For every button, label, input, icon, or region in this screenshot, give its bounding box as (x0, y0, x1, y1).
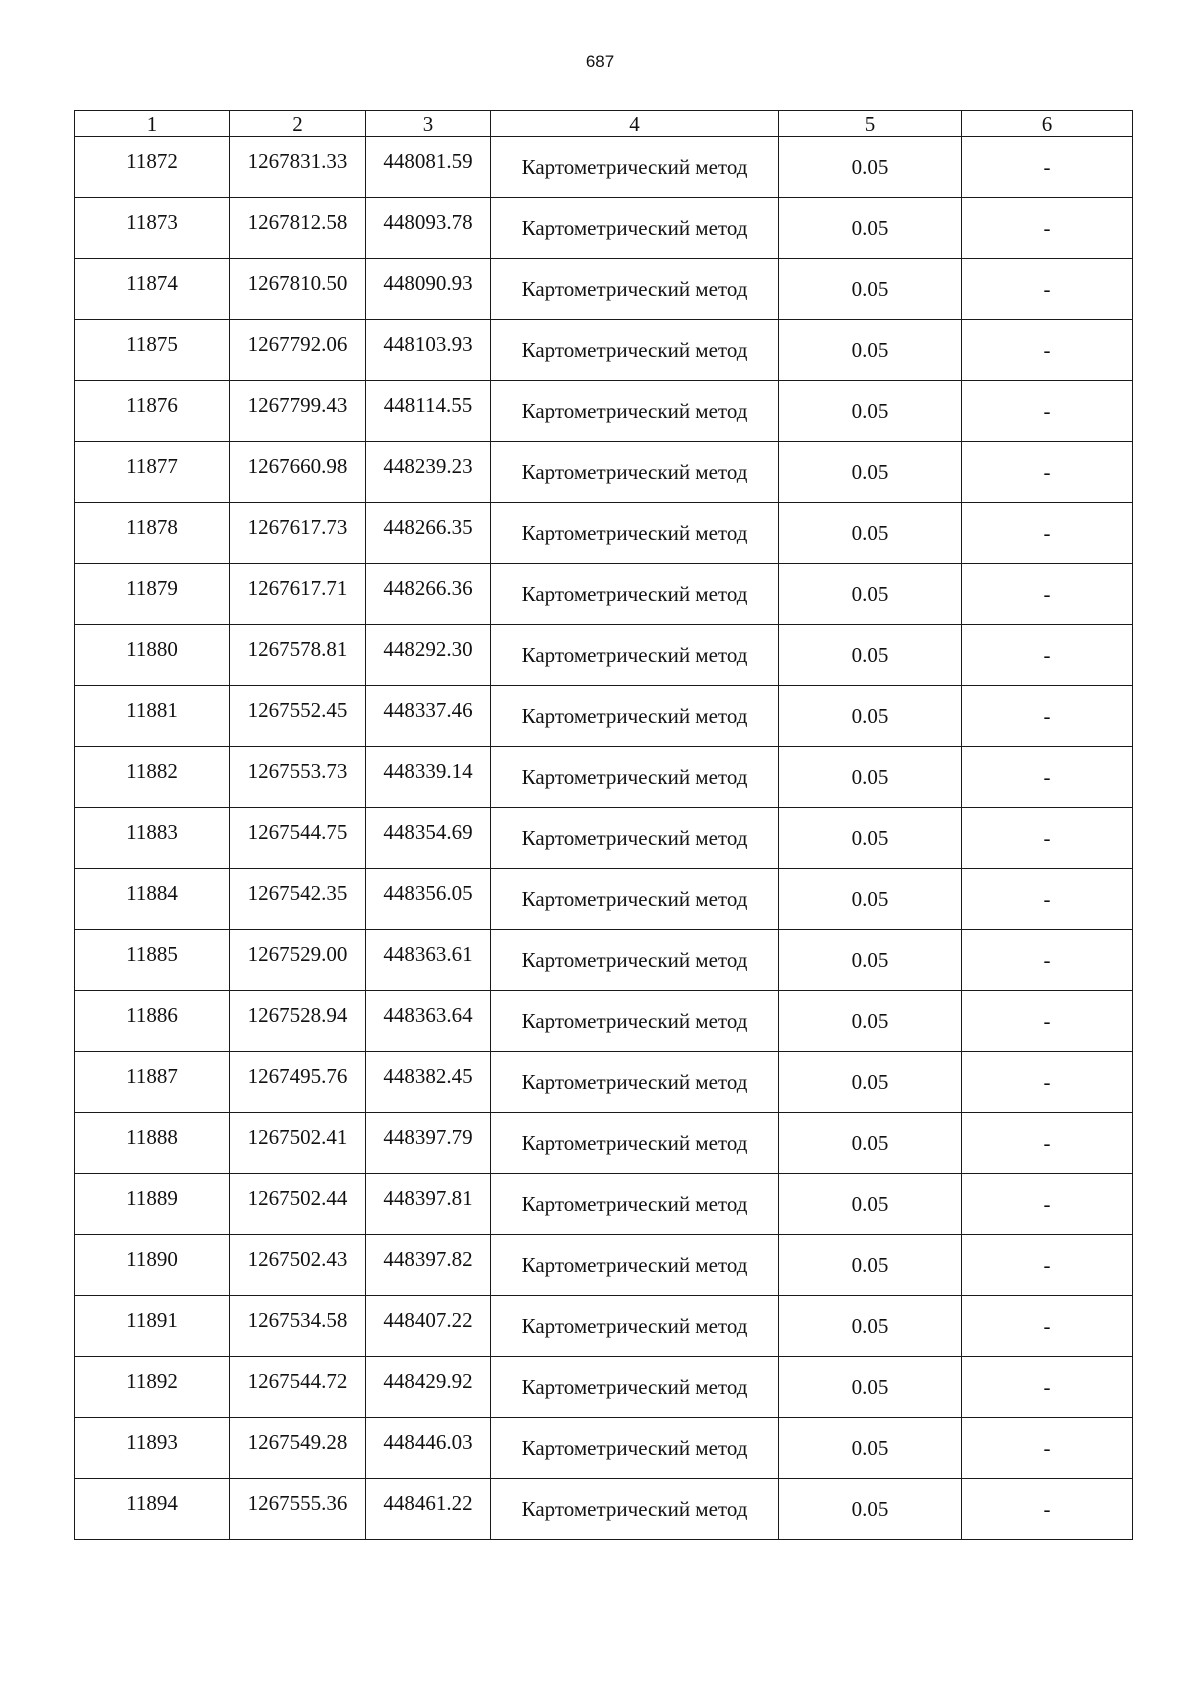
table-row (75, 1174, 1133, 1235)
accuracy-cell: 0.05 (779, 503, 962, 564)
y-coordinate-cell: 448239.23 (366, 442, 491, 503)
x-coordinate-cell: 1267502.43 (230, 1235, 366, 1296)
method-cell: Картометрический метод (491, 137, 779, 198)
column-header-2: 2 (230, 111, 366, 137)
coordinates-table (74, 110, 1133, 1540)
table-row (75, 320, 1133, 381)
x-coordinate-cell: 1267549.28 (230, 1418, 366, 1479)
header-row (75, 111, 1133, 137)
column-header-5: 5 (779, 111, 962, 137)
accuracy-cell: 0.05 (779, 625, 962, 686)
point-number-cell: 11872 (75, 137, 230, 198)
y-coordinate-cell: 448461.22 (366, 1479, 491, 1540)
x-coordinate-cell: 1267495.76 (230, 1052, 366, 1113)
note-cell: - (962, 442, 1133, 503)
method-cell: Картометрический метод (491, 1418, 779, 1479)
y-coordinate-cell: 448354.69 (366, 808, 491, 869)
table-row (75, 991, 1133, 1052)
point-number-cell: 11881 (75, 686, 230, 747)
point-number-cell: 11877 (75, 442, 230, 503)
table-row (75, 1479, 1133, 1540)
accuracy-cell: 0.05 (779, 869, 962, 930)
x-coordinate-cell: 1267529.00 (230, 930, 366, 991)
note-cell: - (962, 1113, 1133, 1174)
y-coordinate-cell: 448081.59 (366, 137, 491, 198)
y-coordinate-cell: 448429.92 (366, 1357, 491, 1418)
point-number-cell: 11883 (75, 808, 230, 869)
accuracy-cell: 0.05 (779, 808, 962, 869)
table-row (75, 625, 1133, 686)
point-number-cell: 11874 (75, 259, 230, 320)
method-cell: Картометрический метод (491, 320, 779, 381)
table-row (75, 1235, 1133, 1296)
method-cell: Картометрический метод (491, 442, 779, 503)
note-cell: - (962, 930, 1133, 991)
x-coordinate-cell: 1267578.81 (230, 625, 366, 686)
x-coordinate-cell: 1267544.72 (230, 1357, 366, 1418)
x-coordinate-cell: 1267502.44 (230, 1174, 366, 1235)
accuracy-cell: 0.05 (779, 686, 962, 747)
point-number-cell: 11873 (75, 198, 230, 259)
note-cell: - (962, 991, 1133, 1052)
y-coordinate-cell: 448266.36 (366, 564, 491, 625)
column-header-4: 4 (491, 111, 779, 137)
y-coordinate-cell: 448339.14 (366, 747, 491, 808)
method-cell: Картометрический метод (491, 198, 779, 259)
point-number-cell: 11875 (75, 320, 230, 381)
y-coordinate-cell: 448337.46 (366, 686, 491, 747)
method-cell: Картометрический метод (491, 1174, 779, 1235)
accuracy-cell: 0.05 (779, 1113, 962, 1174)
point-number-cell: 11889 (75, 1174, 230, 1235)
note-cell: - (962, 808, 1133, 869)
point-number-cell: 11891 (75, 1296, 230, 1357)
method-cell: Картометрический метод (491, 869, 779, 930)
x-coordinate-cell: 1267528.94 (230, 991, 366, 1052)
point-number-cell: 11878 (75, 503, 230, 564)
note-cell: - (962, 747, 1133, 808)
table-row (75, 747, 1133, 808)
y-coordinate-cell: 448090.93 (366, 259, 491, 320)
point-number-cell: 11893 (75, 1418, 230, 1479)
note-cell: - (962, 869, 1133, 930)
note-cell: - (962, 625, 1133, 686)
method-cell: Картометрический метод (491, 564, 779, 625)
y-coordinate-cell: 448397.79 (366, 1113, 491, 1174)
method-cell: Картометрический метод (491, 1296, 779, 1357)
table-row (75, 503, 1133, 564)
accuracy-cell: 0.05 (779, 1357, 962, 1418)
table-row (75, 1357, 1133, 1418)
table-row (75, 198, 1133, 259)
accuracy-cell: 0.05 (779, 991, 962, 1052)
y-coordinate-cell: 448093.78 (366, 198, 491, 259)
y-coordinate-cell: 448266.35 (366, 503, 491, 564)
accuracy-cell: 0.05 (779, 564, 962, 625)
table-row (75, 381, 1133, 442)
table-row (75, 686, 1133, 747)
point-number-cell: 11888 (75, 1113, 230, 1174)
y-coordinate-cell: 448397.82 (366, 1235, 491, 1296)
y-coordinate-cell: 448407.22 (366, 1296, 491, 1357)
method-cell: Картометрический метод (491, 1235, 779, 1296)
y-coordinate-cell: 448356.05 (366, 869, 491, 930)
x-coordinate-cell: 1267555.36 (230, 1479, 366, 1540)
x-coordinate-cell: 1267660.98 (230, 442, 366, 503)
method-cell: Картометрический метод (491, 1052, 779, 1113)
table-row (75, 1113, 1133, 1174)
point-number-cell: 11885 (75, 930, 230, 991)
point-number-cell: 11892 (75, 1357, 230, 1418)
note-cell: - (962, 1052, 1133, 1113)
y-coordinate-cell: 448363.64 (366, 991, 491, 1052)
method-cell: Картометрический метод (491, 808, 779, 869)
table-row (75, 1418, 1133, 1479)
column-header-3: 3 (366, 111, 491, 137)
accuracy-cell: 0.05 (779, 1479, 962, 1540)
table-row (75, 137, 1133, 198)
x-coordinate-cell: 1267502.41 (230, 1113, 366, 1174)
table-row (75, 930, 1133, 991)
accuracy-cell: 0.05 (779, 1174, 962, 1235)
method-cell: Картометрический метод (491, 1357, 779, 1418)
point-number-cell: 11882 (75, 747, 230, 808)
table-row (75, 564, 1133, 625)
note-cell: - (962, 259, 1133, 320)
page-number: 687 (585, 52, 615, 71)
point-number-cell: 11879 (75, 564, 230, 625)
note-cell: - (962, 1174, 1133, 1235)
note-cell: - (962, 381, 1133, 442)
note-cell: - (962, 1418, 1133, 1479)
x-coordinate-cell: 1267810.50 (230, 259, 366, 320)
accuracy-cell: 0.05 (779, 320, 962, 381)
accuracy-cell: 0.05 (779, 930, 962, 991)
x-coordinate-cell: 1267792.06 (230, 320, 366, 381)
x-coordinate-cell: 1267544.75 (230, 808, 366, 869)
table-row (75, 442, 1133, 503)
accuracy-cell: 0.05 (779, 442, 962, 503)
accuracy-cell: 0.05 (779, 1235, 962, 1296)
table-row (75, 808, 1133, 869)
x-coordinate-cell: 1267831.33 (230, 137, 366, 198)
note-cell: - (962, 1479, 1133, 1540)
note-cell: - (962, 1357, 1133, 1418)
note-cell: - (962, 1296, 1133, 1357)
y-coordinate-cell: 448114.55 (366, 381, 491, 442)
x-coordinate-cell: 1267812.58 (230, 198, 366, 259)
accuracy-cell: 0.05 (779, 1296, 962, 1357)
method-cell: Картометрический метод (491, 503, 779, 564)
point-number-cell: 11880 (75, 625, 230, 686)
table-row (75, 1052, 1133, 1113)
accuracy-cell: 0.05 (779, 381, 962, 442)
note-cell: - (962, 686, 1133, 747)
table-body (75, 137, 1133, 1540)
method-cell: Картометрический метод (491, 381, 779, 442)
x-coordinate-cell: 1267534.58 (230, 1296, 366, 1357)
column-header-6: 6 (962, 111, 1133, 137)
accuracy-cell: 0.05 (779, 1418, 962, 1479)
method-cell: Картометрический метод (491, 259, 779, 320)
y-coordinate-cell: 448292.30 (366, 625, 491, 686)
note-cell: - (962, 198, 1133, 259)
x-coordinate-cell: 1267617.73 (230, 503, 366, 564)
accuracy-cell: 0.05 (779, 747, 962, 808)
point-number-cell: 11886 (75, 991, 230, 1052)
x-coordinate-cell: 1267552.45 (230, 686, 366, 747)
x-coordinate-cell: 1267799.43 (230, 381, 366, 442)
accuracy-cell: 0.05 (779, 259, 962, 320)
point-number-cell: 11876 (75, 381, 230, 442)
accuracy-cell: 0.05 (779, 198, 962, 259)
point-number-cell: 11887 (75, 1052, 230, 1113)
method-cell: Картометрический метод (491, 1479, 779, 1540)
method-cell: Картометрический метод (491, 1113, 779, 1174)
y-coordinate-cell: 448446.03 (366, 1418, 491, 1479)
point-number-cell: 11890 (75, 1235, 230, 1296)
method-cell: Картометрический метод (491, 625, 779, 686)
y-coordinate-cell: 448397.81 (366, 1174, 491, 1235)
y-coordinate-cell: 448103.93 (366, 320, 491, 381)
method-cell: Картометрический метод (491, 686, 779, 747)
accuracy-cell: 0.05 (779, 1052, 962, 1113)
point-number-cell: 11884 (75, 869, 230, 930)
table-row (75, 259, 1133, 320)
note-cell: - (962, 564, 1133, 625)
x-coordinate-cell: 1267553.73 (230, 747, 366, 808)
method-cell: Картометрический метод (491, 930, 779, 991)
column-header-1: 1 (75, 111, 230, 137)
note-cell: - (962, 320, 1133, 381)
note-cell: - (962, 503, 1133, 564)
point-number-cell: 11894 (75, 1479, 230, 1540)
method-cell: Картометрический метод (491, 747, 779, 808)
accuracy-cell: 0.05 (779, 137, 962, 198)
x-coordinate-cell: 1267617.71 (230, 564, 366, 625)
y-coordinate-cell: 448382.45 (366, 1052, 491, 1113)
note-cell: - (962, 1235, 1133, 1296)
table-row (75, 869, 1133, 930)
table-row (75, 1296, 1133, 1357)
table-header (75, 111, 1133, 137)
note-cell: - (962, 137, 1133, 198)
y-coordinate-cell: 448363.61 (366, 930, 491, 991)
x-coordinate-cell: 1267542.35 (230, 869, 366, 930)
method-cell: Картометрический метод (491, 991, 779, 1052)
